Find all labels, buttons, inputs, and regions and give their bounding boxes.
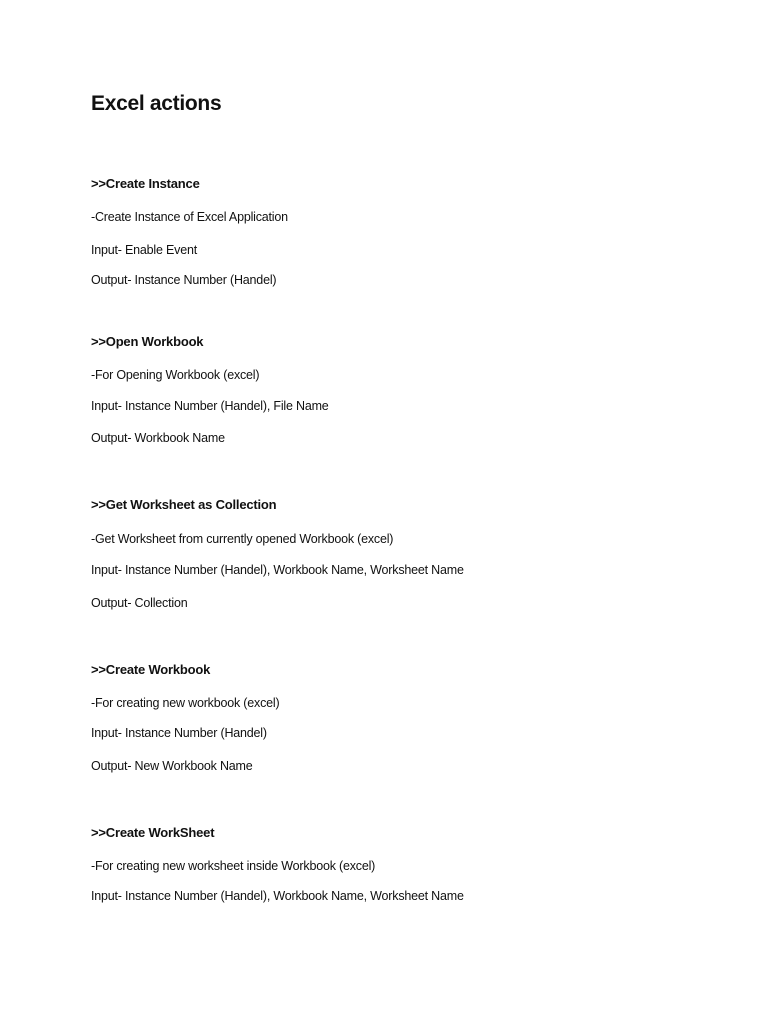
section-description: -For creating new workbook (excel): [91, 696, 280, 710]
section-input: Input- Enable Event: [91, 243, 197, 257]
section-output: Output- New Workbook Name: [91, 759, 253, 773]
section-output: Output- Workbook Name: [91, 431, 225, 445]
section-heading-create-workbook: >>Create Workbook: [91, 662, 211, 677]
section-input: Input- Instance Number (Handel), Workbook Name, Worksheet Name: [91, 563, 464, 577]
section-heading-get-worksheet-as-collection: >>Get Worksheet as Collection: [91, 497, 277, 512]
section-description: -For Opening Workbook (excel): [91, 368, 260, 382]
section-heading-create-instance: >>Create Instance: [91, 176, 200, 191]
section-heading-open-workbook: >>Open Workbook: [91, 334, 204, 349]
document-title: Excel actions: [91, 92, 222, 115]
section-output: Output- Instance Number (Handel): [91, 273, 277, 287]
section-description: -For creating new worksheet inside Workbook (excel): [91, 859, 376, 873]
section-input: Input- Instance Number (Handel): [91, 726, 267, 740]
section-description: -Get Worksheet from currently opened Workbook (excel): [91, 532, 394, 546]
section-input: Input- Instance Number (Handel), Workbook Name, Worksheet Name: [91, 889, 464, 903]
section-heading-create-worksheet: >>Create WorkSheet: [91, 825, 215, 840]
section-output: Output- Collection: [91, 596, 188, 610]
section-input: Input- Instance Number (Handel), File Name: [91, 399, 329, 413]
section-description: -Create Instance of Excel Application: [91, 210, 288, 224]
